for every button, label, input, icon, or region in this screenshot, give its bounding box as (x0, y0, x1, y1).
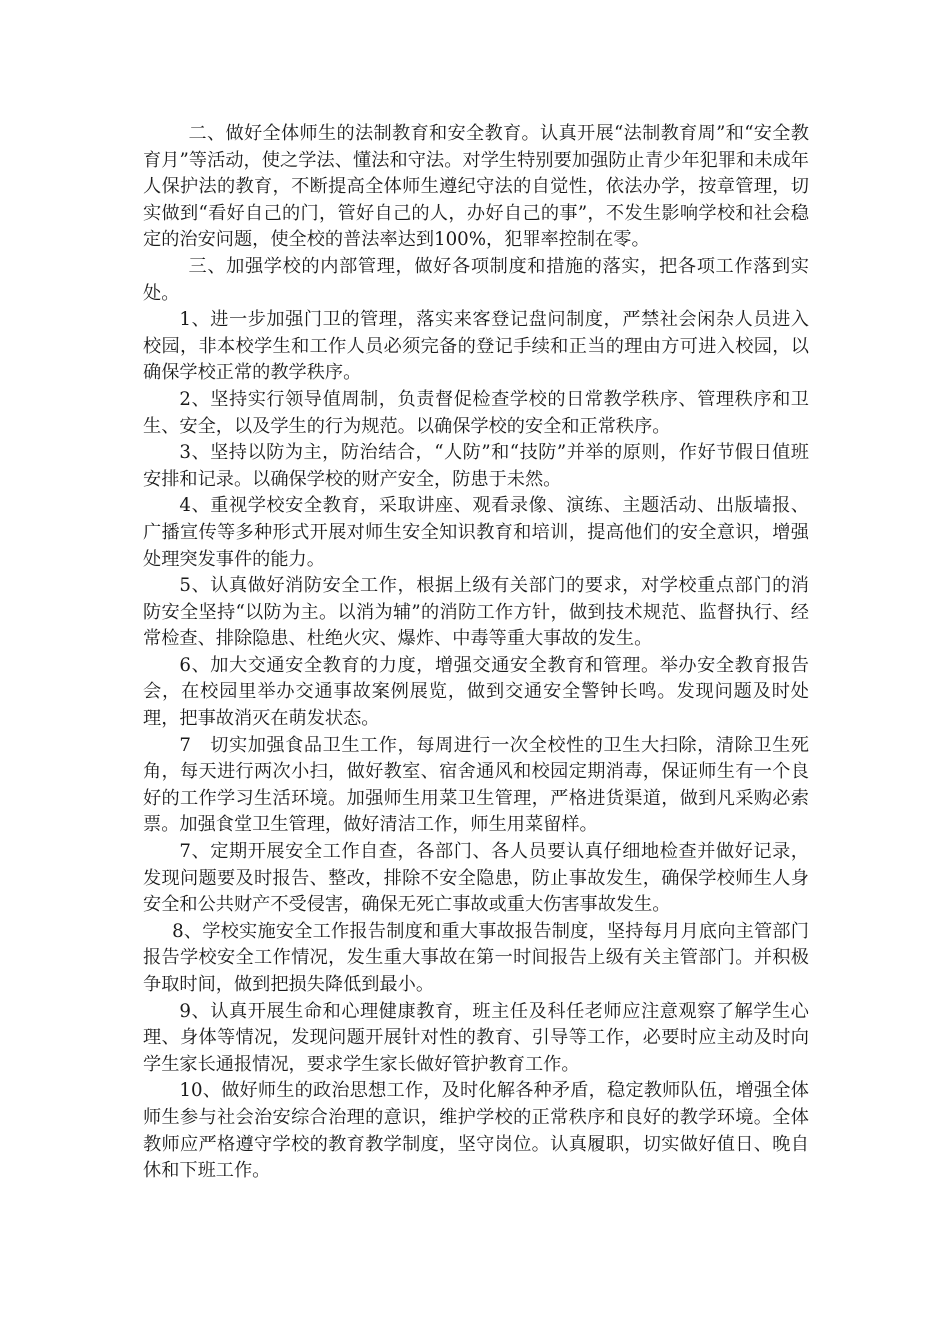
paragraph-internal-management: 三、加强学校的内部管理，做好各项制度和措施的落实，把各项工作落到实处。 (143, 255, 809, 304)
paragraph-item-1-gate-guard: 1、进一步加强门卫的管理，落实来客登记盘问制度，严禁社会闲杂人员进入校园，非本校学生和工作人员必须完备的登记手续和正当的理由方可进入校园，以确保学校正常的教学秩序。 (143, 309, 809, 384)
paragraph-item-7-food-hygiene: 7 切实加强食品卫生工作，每周进行一次全校性的卫生大扫除，清除卫生死角，每天进行两次小扫，做好教室、宿舍通风和校园定期消毒，保证师生有一个良好的工作学习生活环境。加强师生用菜卫生管理，严格进货渠道，做到凡采购必索票。加强食堂卫生管理，做好清洁工作，师生用菜留样。 (143, 734, 809, 836)
paragraph-item-2-duty-week: 2、坚持实行领导值周制，负责督促检查学校的日常教学秩序、管理秩序和卫生、安全，以及学生的行为规范。以确保学校的安全和正常秩序。 (143, 388, 809, 437)
paragraph-item-7-self-inspection: 7、定期开展安全工作自查，各部门、各人员要认真仔细地检查并做好记录，发现问题要及时报告、整改，排除不安全隐患，防止事故发生，确保学校师生人身安全和公共财产不受侵害，确保无死亡事故或重大伤害事故发生。 (143, 841, 809, 916)
paragraph-item-10-ideological-work: 10、做好师生的政治思想工作，及时化解各种矛盾，稳定教师队伍，增强全体师生参与社会治安综合治理的意识，维护学校的正常秩序和良好的教学环境。全体教师应严格遵守学校的教育教学制度，坚守岗位。认真履职，切实做好值日、晚自休和下班工作。 (143, 1080, 809, 1182)
paragraph-legal-safety-education: 二、做好全体师生的法制教育和安全教育。认真开展“法制教育周”和“安全教育月”等活动，使之学法、懂法和守法。对学生特别要加强防止青少年犯罪和未成年人保护法的教育，不断提高全体师生遵纪守法的自觉性，依法办学，按章管理，切实做到“看好自己的门，管好自己的人，办好自己的事”，不发生影响学校和社会稳定的治安问题，使全校的普法率达到100%，犯罪率控制在零。 (143, 123, 809, 251)
paragraph-item-3-prevention: 3、坚持以防为主，防治结合，“人防”和“技防”并举的原则，作好节假日值班安排和记录。以确保学校的财产安全，防患于未然。 (143, 442, 809, 490)
paragraph-item-4-safety-education: 4、重视学校安全教育，采取讲座、观看录像、演练、主题活动、出版墙报、广播宣传等多种形式开展对师生安全知识教育和培训，提高他们的安全意识，增强处理突发事件的能力。 (143, 495, 809, 570)
paragraph-item-5-fire-safety: 5、认真做好消防安全工作，根据上级有关部门的要求，对学校重点部门的消防安全坚持“以防为主。以消为辅”的消防工作方针，做到技术规范、监督执行、经常检查、排除隐患、杜绝火灾、爆炸、中毒等重大事故的发生。 (143, 575, 809, 650)
paragraph-item-8-reporting: 8、学校实施安全工作报告制度和重大事故报告制度，坚持每月月底向主管部门报告学校安全工作情况，发生重大事故在第一时间报告上级有关主管部门。并积极争取时间，做到把损失降低到最小。 (143, 920, 809, 995)
paragraph-item-9-health-education: 9、认真开展生命和心理健康教育，班主任及科任老师应注意观察了解学生心理、身体等情况，发现问题开展针对性的教育、引导等工作，必要时应主动及时向学生家长通报情况，要求学生家长做好管护教育工作。 (143, 1000, 809, 1075)
document-body (143, 121, 809, 1185)
paragraph-item-6-traffic-safety: 6、加大交通安全教育的力度，增强交通安全教育和管理。举办安全教育报告会，在校园里举办交通事故案例展览，做到交通安全警钟长鸣。发现问题及时处理，把事故消灭在萌发状态。 (143, 654, 809, 730)
